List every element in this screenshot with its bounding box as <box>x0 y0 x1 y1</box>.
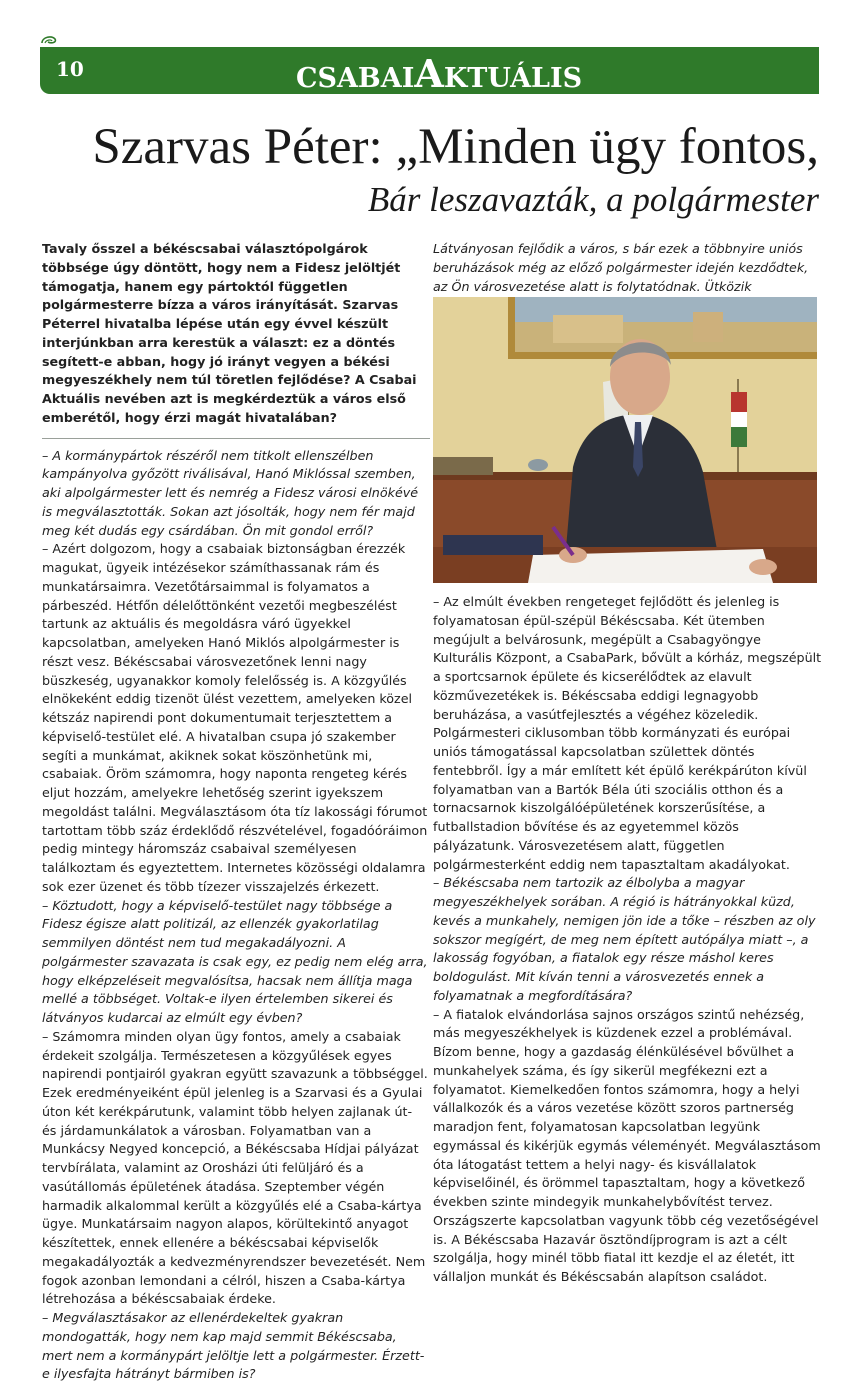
article-subtitle: Bár leszavazták, a polgármester <box>368 180 819 220</box>
interview-question: – Köztudott, hogy a képviselő-testület nagy többsége a Fidesz égisze alatt politizál, az ellenzék gyakorlatilag semmilyen döntést nem tud megakadályozni. A polgármester szavazata is csak egy, ez pedig nem elég arra, hogy elképzeléseit megvalósítsa, hacsak nem állítja maga mellé a többséget. Voltak-e ilyen értelemben sikerei és látványos kudarcai az elmúlt egy évben? <box>42 897 430 1028</box>
mayor-photo <box>433 297 817 583</box>
page-number: 10 <box>56 57 84 81</box>
lead-divider <box>42 438 430 439</box>
article-title: Szarvas Péter: „Minden ügy fontos, <box>92 118 819 176</box>
interview-answer: – A fiatalok elvándorlása sajnos országos szintű nehézség, más megyeszékhelyek is küzdenek ezzel a problémával. Bízom benne, hogy a gazdaság élénkülésével bővülhet a munkahelyek száma, és így sikerül megfékezni ezt a folyamatot. Kiemelkedően fontos számomra, hogy a helyi vállalkozók és a város vezetése között szoros partnerség maradjon fent, folyamatosan kapcsolatban legyünk egymással és kikérjük egymás véleményét. Megválasztásom óta látogatást tettem a helyi nagy- és kisvállalatok képviselőinél, és örömmel tapasztaltam, hogy a következő években szinte mindegyik munkahelybővítést tervez. Országszerte kapcsolatban vagyunk több cég vezetőségével is. A Békéscsaba Hazavár ösztöndíjprogram is azt a célt szolgálja, hogy minél több fiatal itt kezdje el az életét, itt vállaljon munkát és Békéscsabán alapítson családot. <box>433 1006 823 1287</box>
magazine-name-prefix: CSABAI <box>296 63 414 94</box>
right-top-question: Látványosan fejlődik a város, s bár ezek a többnyire uniós beruházások még az előző polgármester idején kezdődtek, az Ön városvezetése alatt is folytatódnak. Ütközik <box>433 240 823 315</box>
header-bar <box>40 47 819 94</box>
interview-question: – Megválasztásakor az ellenérdekeltek gyakran mondogatták, hogy nem kap majd semmit Békéscsaba, mert nem a kormánypárt jelöltje lett a polgármester. Érzett-e ilyesfajta hátrányt bármiben is? <box>42 1309 430 1384</box>
swirl-logo-icon <box>40 34 58 46</box>
magazine-name <box>296 51 582 96</box>
interview-question: – A kormánypártok részéről nem titkolt ellenszélben kampányolva győzött riválisával, Hanó Miklóssal szemben, aki alpolgármester lett és nemrég a Fidesz városi elnökévé is megválasztották. Sokan azt jósolták, hogy nem fér majd meg két dudás egy csárdában. Ön mit gondol erről? <box>42 447 430 541</box>
interview-answer: – Számomra minden olyan ügy fontos, amely a csabaiak érdekeit szolgálja. Természetesen a közgyűlések egyes napirendi pontjairól gyakran együtt szavazunk a többséggel. Ezek eredményeiként épül jelenleg is a Szarvasi és a Gyulai úton két kerékpárutunk, valamint több helyen zajlanak út- és járdamunkálatok a városban. Folyamatban van a Munkácsy Negyed koncepció, a Békéscsaba Hídjai pályázat tervbírálata, valamint az Orosházi úti felüljáró és a vasútállomás épületének átadása. Szeptember végén harmadik alkalommal került a közgyűlés elé a Csaba-kártya ügye. Munkatársaim nagyon alapos, körültekintő anyagot készítettek, ennek ellenére a békéscsabai képviselők megakadályozták a kedvezményrendszer bevezetését. Nem fogok azonban lemondani a célról, hiszen a Csaba-kártya létrehozása a békéscsabaiak érdeke. <box>42 1028 430 1309</box>
right-column-bottom <box>433 593 823 1287</box>
left-column <box>42 240 430 1384</box>
magazine-name-initial: A <box>414 51 443 96</box>
interview-answer: – Az elmúlt években rengeteget fejlődött és jelenleg is folyamatosan épül-szépül Békéscsaba. Két ütemben megújult a belvárosunk, megépült a Csabagyöngye Kulturális Központ, a CsabaPark, bővült a kórház, megszépült a sportcsarnok épülete és kicserélődtek az elavult közművezetékek is. Békéscsaba eddigi legnagyobb beruházása, a vasútfejlesztés a végéhez közeledik. Polgármesteri ciklusomban több kormányzati és európai uniós támogatással kapcsolatban születtek döntés fentebbről. Így a már említett két épülő kerékpárúton kívül folyamatban van a Bartók Béla úti szociális otthon és a tornacsarnok kiszolgálóépületének korszerűsítése, a futballstadion bővítése és az egyetemmel közös pályázatunk. Városvezetésem alatt, független polgármesterként eddig nem tapasztaltam akadályokat. <box>433 593 823 874</box>
interview-question: – Békéscsaba nem tartozik az élbolyba a magyar megyeszékhelyek sorában. A régió is hátrányokkal küzd, kevés a munkahely, nemigen jön ide a tőke – részben az oly sokszor megígért, de meg nem épített autópálya miatt –, a lakosság fogyóban, a fiatalok egy része máshol keres boldogulást. Mit kíván tenni a városvezetés ennek a folyamatnak a megfordítására? <box>433 874 823 1005</box>
right-paragraphs <box>433 593 823 1287</box>
left-paragraphs <box>42 447 430 1384</box>
interview-answer: – Azért dolgozom, hogy a csabaiak biztonságban érezzék magukat, ügyeik intézésekor számíthassanak rám és munkatársaimra. Vezetőtársaimmal is folyamatos a párbeszéd. Hétfőn délelőttönként vezetői megbeszélést tartunk az aktuális és megoldásra váró ügyekkel kapcsolatban, amelyeken Hanó Miklós alpolgármester is részt vesz. Békéscsabai városvezetőnek lenni nagy büszkeség, ugyanakkor komoly felelősség is. A közgyűlés elnökeként eddig tizenöt ülést vezettem, amelyeken közel kétszáz napirendi pont dokumentumait terjesztettem a képviselő-testület elé. A hivatalban csupa jó szakember segíti a munkámat, akiknek sokat köszönhetünk mi, csabaiak. Öröm számomra, hogy naponta rengeteg kérés eljut hozzám, amelyekre lehetőség szerint igyekszem megoldást találni. Megválasztásom óta tíz lakossági fórumot tartottam több száz érdeklődő részvételével, fogadóóráimon pedig mintegy háromszáz csabaival személyesen találkoztam és egyeztettem. Internetes közösségi oldalamra sok ezer üzenet és több tízezer visszajelzés érkezett. <box>42 540 430 896</box>
article-lead: Tavaly ősszel a békéscsabai választópolgárok többsége úgy döntött, hogy nem a Fidesz jelöltjét támogatja, hanem egy pártoktól független polgármesterre bízza a város irányítását. Szarvas Péterrel hivatalba lépése után egy évvel készült interjúnkban arra kerestük a választ: ez a döntés segített-e abban, hogy jó irányt vegyen a békési megyeszékhely nem túl töretlen fejlődése? A Csabai Aktuális nevében azt is megkérdeztük a város első emberétől, hogy érzi magát hivatalában? <box>42 240 430 428</box>
magazine-name-rest: KTUÁLIS <box>444 63 582 94</box>
